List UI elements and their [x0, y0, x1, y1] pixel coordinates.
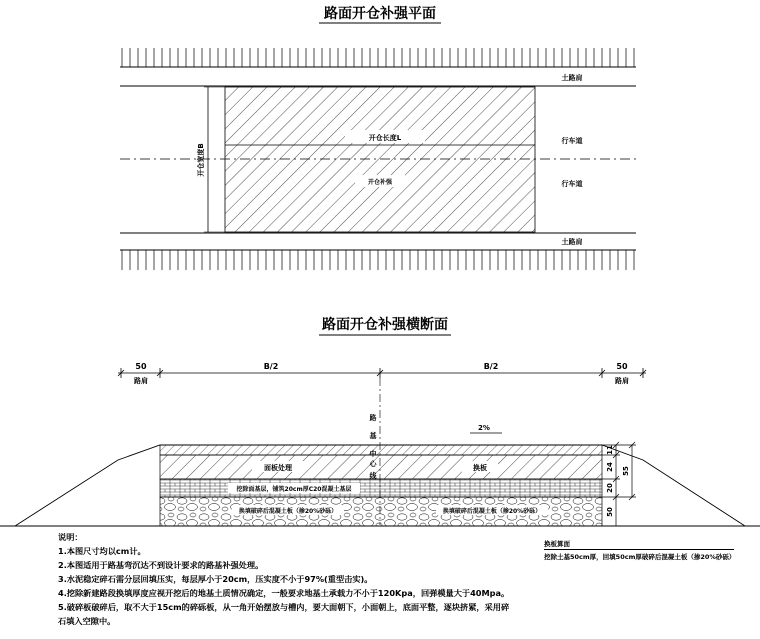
- plan-lane-bottom-label: 行车道: [561, 180, 583, 188]
- side-note: [544, 539, 734, 561]
- side-note-body: 挖除土基50cm厚，回填50cm厚破碎后混凝土板（掺20%砂砾）: [544, 553, 736, 561]
- layer-base: [160, 479, 602, 497]
- dim-right: 50: [616, 362, 628, 371]
- plan-shoulder-top-label: 土路肩: [561, 74, 583, 82]
- plan-top-ticks: [122, 48, 634, 67]
- layer-left-1-label: 面板处理: [264, 464, 292, 472]
- plan-bottom-ticks: [122, 250, 634, 270]
- plan-patch-label: 开仓补强: [367, 179, 393, 186]
- side-note-heading: 换板算面: [544, 539, 734, 550]
- thick-total: 55: [622, 466, 630, 476]
- dim-half-right: B/2: [483, 362, 499, 371]
- shoulder-left-label: 路肩: [134, 377, 148, 385]
- layer-3-right-label: 换填破碎后混凝土板（掺20%砂砾）: [442, 508, 542, 515]
- section-title: 路面开仓补强横断面: [322, 317, 448, 333]
- thick-4: 50: [606, 507, 614, 517]
- note-item-3: 3.水泥稳定碎石需分层回填压实，每层厚小于20cm，压实度不小于97%(重型击实)。: [58, 574, 373, 584]
- dim-left: 50: [135, 362, 147, 371]
- thick-3: 20: [606, 483, 614, 493]
- layer-2-label: 挖除面基层，铺筑20cm厚C20混凝土基层: [236, 486, 352, 493]
- plan-lane-top-label: 行车道: [561, 137, 583, 145]
- plan-shoulder-bottom-label: 土路肩: [561, 238, 583, 246]
- centerline-label-1: 路: [369, 414, 377, 422]
- thick-1: 11: [606, 445, 614, 455]
- note-item-4: 4.挖除新建路段换填厚度应视开挖后的地基土质情况确定，一般要求地基土承载力不小于120Kpa，回弹模量大于40Mpa。: [58, 588, 510, 598]
- plan-width-label: 开仓宽度B: [197, 143, 205, 177]
- plan-view: [120, 5, 636, 270]
- notes-block: [58, 530, 538, 628]
- centerline-label-2: 基: [369, 432, 377, 440]
- note-item-6: 石填入空隙中。: [58, 616, 116, 626]
- plan-patch-area: [225, 87, 535, 232]
- section-view: [0, 316, 760, 526]
- thick-2: 24: [606, 462, 614, 472]
- note-item-1: 1.本图尺寸均以cm计。: [58, 546, 146, 556]
- layer-slab: [160, 455, 602, 479]
- slope-label: 2%: [478, 424, 490, 432]
- layer-3-left-label: 换填破碎后混凝土板（掺20%砂砾）: [238, 508, 338, 515]
- shoulder-right-label: 路肩: [615, 377, 629, 385]
- note-item-5: 5.破碎板破碎后，取不大于15cm的碎砾板，从一角开始摆放与槽内，要大面朝下，小面朝上，底面平整，逐块挤紧，采用碎: [58, 602, 510, 612]
- plan-title: 路面开仓补强平面: [324, 6, 436, 22]
- layer-surface: [160, 445, 602, 455]
- note-item-2: 2.本图适用于路基弯沉达不到设计要求的路基补强处理。: [58, 560, 264, 570]
- notes-heading: 说明：: [58, 532, 83, 542]
- plan-length-label: 开仓长度L: [368, 134, 402, 142]
- layer-right-1-label: 换板: [473, 464, 487, 472]
- dim-half-left: B/2: [263, 362, 279, 371]
